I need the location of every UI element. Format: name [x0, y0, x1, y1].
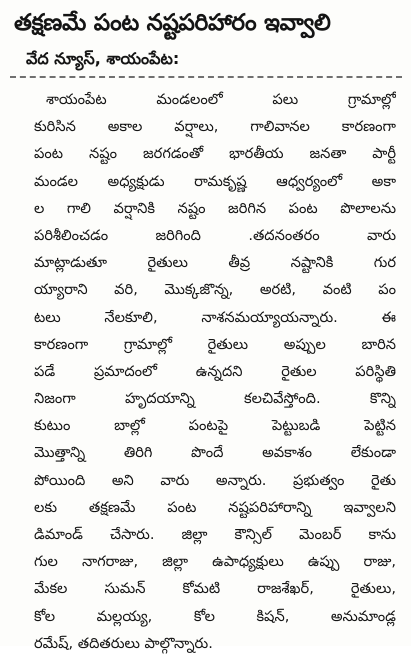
- body-line: ల గాలి వర్షానికి నష్టం జరిగిన పంట పొలాలను: [34, 199, 396, 217]
- body-line: టలు నేలకూలి, నాశనమయ్యాయన్నారు. ఈ: [34, 308, 396, 326]
- article-body: [34, 86, 396, 657]
- body-line: పంట నష్టం జరగడంతో భారతీయ జనతా పార్టీ: [34, 145, 396, 163]
- body-line: కుటుం బాల్లో పంటపై పెట్టుబడి పెట్టిన: [34, 417, 396, 435]
- body-line: మేకల సుమన్ కోమటి రాజశేఖర్, రైతులు,: [34, 580, 396, 598]
- body-line: గుల నాగరాజు, జిల్లా ఉపాధ్యక్షులు ఉప్పు రాజు,: [34, 553, 396, 571]
- body-line: మండల అధ్యక్షుడు రామకృష్ణ ఆధ్వర్యంలో అకా: [34, 172, 396, 190]
- headline: తక్షణమే పంట నష్టపరిహారం ఇవ్వాలి: [14, 10, 331, 36]
- body-line: మాట్లాడుతూ రైతులు తీవ్ర నష్టానికి గుర: [34, 254, 396, 272]
- body-line: య్యారాని వరి, మొక్కజొన్న, అరటి, వంటి పం: [34, 281, 396, 299]
- body-line: పరిశీలించడం జరిగింది .తదనంతరం వారు: [34, 226, 396, 244]
- body-line: శాయంపేట మండలంలో పలు గ్రామాల్లో: [46, 91, 396, 108]
- body-line: కారణంగా గ్రామాల్లో రైతులు అప్పుల బారిన: [34, 335, 396, 353]
- body-line: పోయింది అని వారు అన్నారు. ప్రభుత్వం రైతు: [34, 471, 396, 489]
- dateline-divider: [10, 76, 402, 78]
- body-line: కోల మల్లయ్య, కోల కిషన్, అనుమాండ్ల: [34, 607, 396, 625]
- body-line: డిమాండ్ చేసారు. జిల్లా కౌన్సిల్ మెంబర్ కాను: [34, 526, 396, 543]
- body-line: పడే ప్రమాదంలో ఉన్నదని రైతుల పరిస్థితి: [34, 362, 396, 380]
- body-line: కురిసిన అకాల వర్షాలు, గాలివానల కారణంగా: [34, 118, 396, 136]
- body-line: లకు తక్షణమే పంట నష్టపరిహారాన్ని ఇవ్వాలని: [34, 498, 396, 516]
- body-line: రమేష్, తదితరులు పాల్గొన్నారు.: [34, 634, 213, 652]
- dateline: వేద న్యూస్, శాయంపేట:: [26, 49, 180, 68]
- body-line: మొత్తాన్ని తిరిగి పొందే అవకాశం లేకుండా: [34, 444, 396, 462]
- body-line: నిజంగా హృదయాన్ని కలచివేస్తోంది. కొన్ని: [34, 390, 396, 408]
